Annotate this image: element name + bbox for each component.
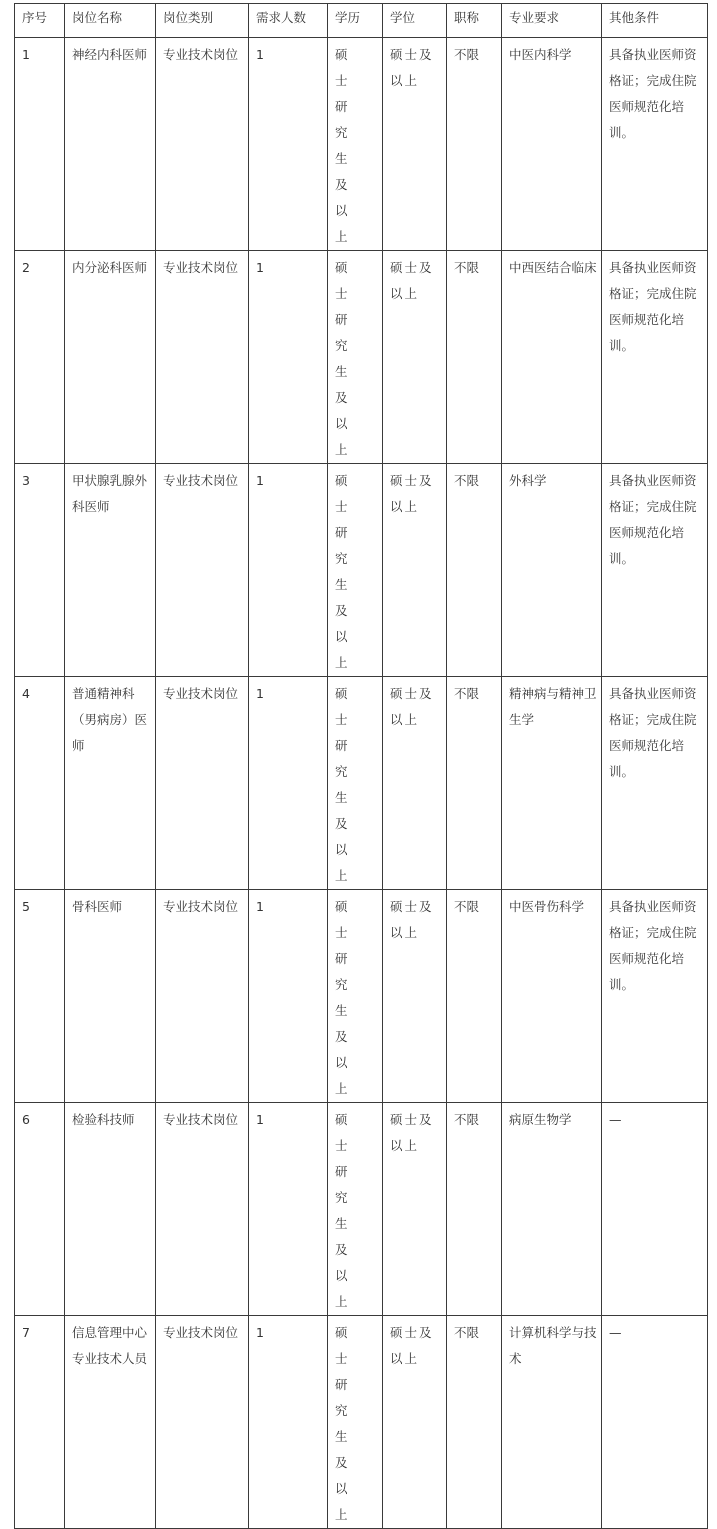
cell-degree: 硕士及以上	[383, 677, 447, 890]
table-row	[15, 38, 708, 251]
cell-no: 6	[15, 1103, 65, 1316]
cell-other: 具备执业医师资格证；完成住院医师规范化培训。	[602, 677, 708, 890]
cell-degree: 硕士及以上	[383, 890, 447, 1103]
table-row	[15, 464, 708, 677]
cell-title: 不限	[447, 464, 502, 677]
cell-major: 精神病与精神卫生学	[502, 677, 602, 890]
cell-title: 不限	[447, 1316, 502, 1529]
cell-degree: 硕士及以上	[383, 251, 447, 464]
cell-other: 具备执业医师资格证；完成住院医师规范化培训。	[602, 251, 708, 464]
cell-no: 5	[15, 890, 65, 1103]
cell-other: 具备执业医师资格证；完成住院医师规范化培训。	[602, 38, 708, 251]
cell-count: 1	[249, 251, 328, 464]
cell-category: 专业技术岗位	[156, 1316, 249, 1529]
cell-education: 硕士研究生及以上	[328, 1316, 383, 1529]
cell-title: 不限	[447, 677, 502, 890]
header-cell-major: 专业要求	[502, 4, 602, 38]
cell-position-name: 神经内科医师	[65, 38, 156, 251]
cell-degree: 硕士及以上	[383, 464, 447, 677]
cell-title: 不限	[447, 1103, 502, 1316]
cell-count: 1	[249, 1103, 328, 1316]
cell-title: 不限	[447, 251, 502, 464]
cell-other: 具备执业医师资格证；完成住院医师规范化培训。	[602, 464, 708, 677]
cell-category: 专业技术岗位	[156, 251, 249, 464]
cell-degree: 硕士及以上	[383, 1316, 447, 1529]
header-cell-name: 岗位名称	[65, 4, 156, 38]
cell-category: 专业技术岗位	[156, 890, 249, 1103]
cell-education: 硕士研究生及以上	[328, 677, 383, 890]
cell-position-name: 普通精神科（男病房）医师	[65, 677, 156, 890]
recruitment-table	[14, 3, 708, 1529]
cell-major: 计算机科学与技术	[502, 1316, 602, 1529]
cell-category: 专业技术岗位	[156, 38, 249, 251]
cell-count: 1	[249, 1316, 328, 1529]
cell-category: 专业技术岗位	[156, 1103, 249, 1316]
cell-education: 硕士研究生及以上	[328, 38, 383, 251]
cell-other: —	[602, 1103, 708, 1316]
cell-degree: 硕士及以上	[383, 1103, 447, 1316]
cell-no: 2	[15, 251, 65, 464]
recruitment-table-wrapper	[14, 3, 717, 1529]
header-cell-education: 学历	[328, 4, 383, 38]
table-row	[15, 677, 708, 890]
cell-education: 硕士研究生及以上	[328, 464, 383, 677]
cell-other: 具备执业医师资格证；完成住院医师规范化培训。	[602, 890, 708, 1103]
header-cell-title: 职称	[447, 4, 502, 38]
cell-major: 中医内科学	[502, 38, 602, 251]
cell-no: 1	[15, 38, 65, 251]
cell-no: 3	[15, 464, 65, 677]
table-row	[15, 890, 708, 1103]
header-cell-no: 序号	[15, 4, 65, 38]
cell-no: 4	[15, 677, 65, 890]
header-cell-other: 其他条件	[602, 4, 708, 38]
cell-title: 不限	[447, 890, 502, 1103]
cell-count: 1	[249, 38, 328, 251]
table-row	[15, 251, 708, 464]
table-row	[15, 1103, 708, 1316]
table-row	[15, 1316, 708, 1529]
cell-title: 不限	[447, 38, 502, 251]
cell-major: 中西医结合临床	[502, 251, 602, 464]
cell-position-name: 信息管理中心专业技术人员	[65, 1316, 156, 1529]
header-cell-count: 需求人数	[249, 4, 328, 38]
cell-major: 病原生物学	[502, 1103, 602, 1316]
cell-major: 中医骨伤科学	[502, 890, 602, 1103]
cell-category: 专业技术岗位	[156, 677, 249, 890]
header-cell-category: 岗位类别	[156, 4, 249, 38]
cell-education: 硕士研究生及以上	[328, 251, 383, 464]
cell-count: 1	[249, 677, 328, 890]
cell-education: 硕士研究生及以上	[328, 890, 383, 1103]
cell-count: 1	[249, 464, 328, 677]
cell-count: 1	[249, 890, 328, 1103]
cell-position-name: 检验科技师	[65, 1103, 156, 1316]
cell-position-name: 甲状腺乳腺外科医师	[65, 464, 156, 677]
cell-education: 硕士研究生及以上	[328, 1103, 383, 1316]
cell-position-name: 内分泌科医师	[65, 251, 156, 464]
cell-major: 外科学	[502, 464, 602, 677]
cell-category: 专业技术岗位	[156, 464, 249, 677]
cell-position-name: 骨科医师	[65, 890, 156, 1103]
cell-no: 7	[15, 1316, 65, 1529]
cell-other: —	[602, 1316, 708, 1529]
table-header-row	[15, 4, 708, 38]
cell-degree: 硕士及以上	[383, 38, 447, 251]
header-cell-degree: 学位	[383, 4, 447, 38]
